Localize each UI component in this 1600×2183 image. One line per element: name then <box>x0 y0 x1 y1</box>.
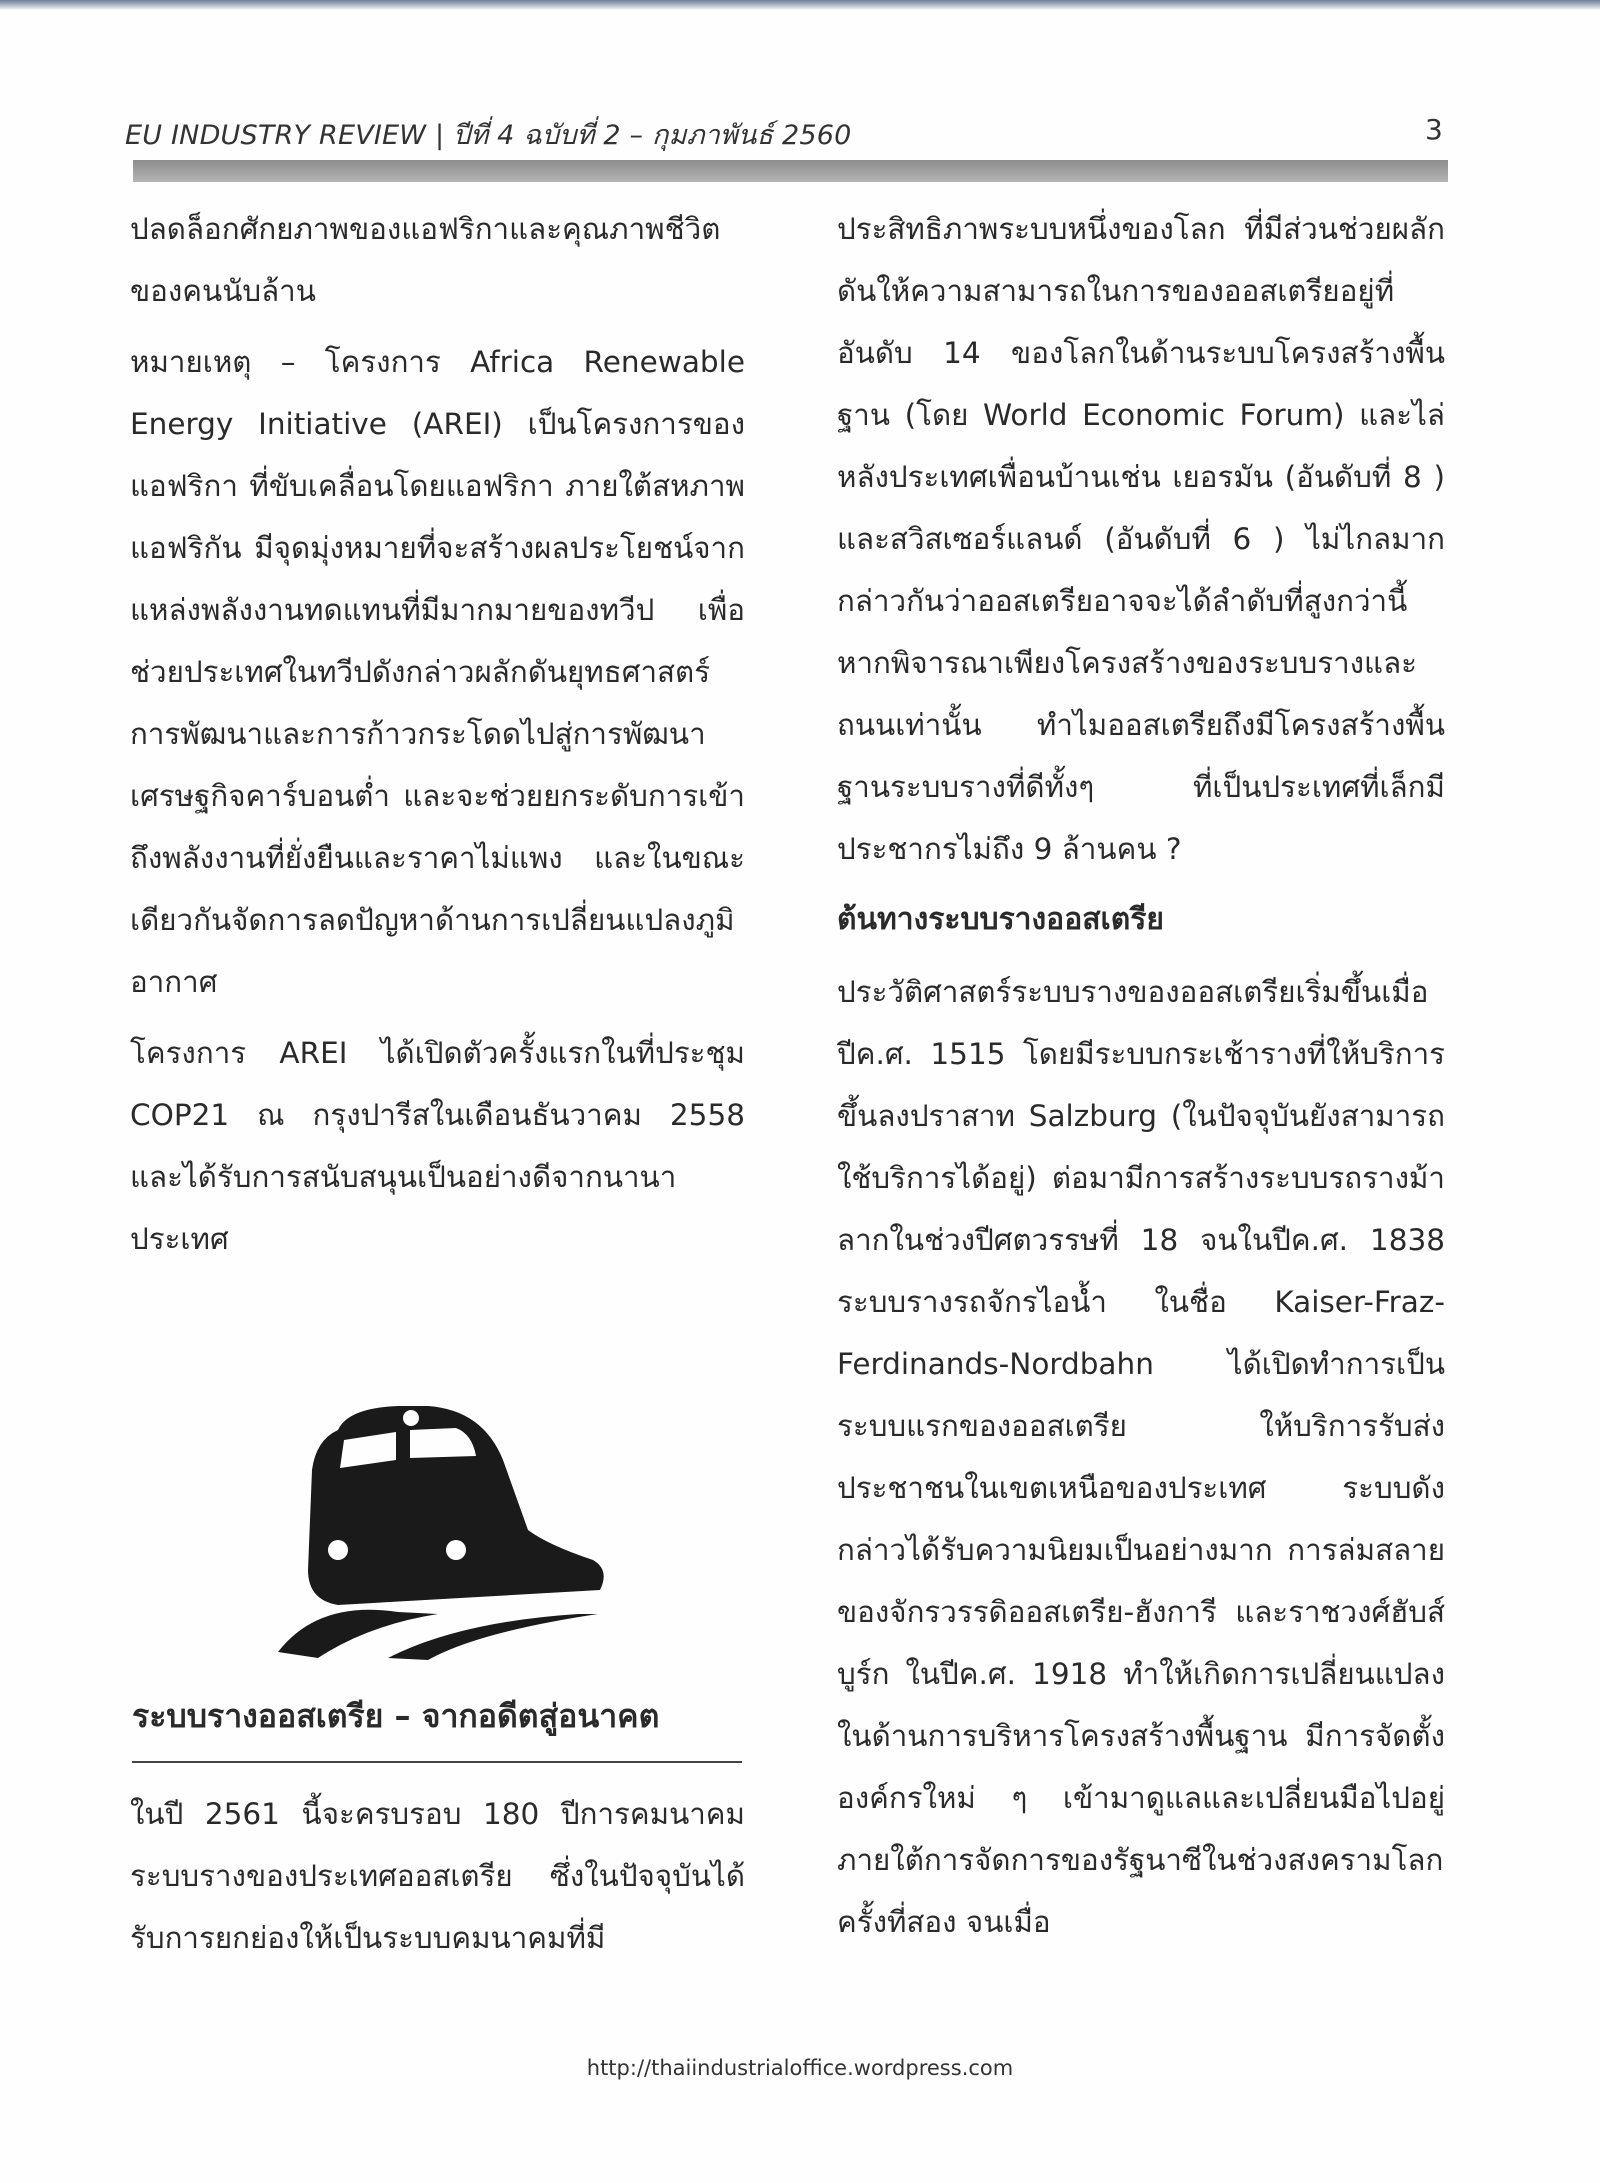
section-title-underline <box>132 1761 742 1763</box>
header-divider-bar <box>133 160 1448 182</box>
train-icon <box>278 1400 628 1660</box>
top-edge-strip <box>0 0 1600 10</box>
left-paragraph-1: ปลดล็อกศักยภาพของแอฟริกาและคุณภาพชีวิตของคนนับล้าน <box>130 212 721 308</box>
right-paragraph-1: ประสิทธิภาพระบบหนึ่งของโลก ที่มีส่วนช่วยผลักดันให้ความสามารถในการของออสเตรียอยู่ที่อันดับ 14 ของโลกในด้านระบบโครงสร้างพื้นฐาน (โดย World Economic Forum) และไล่หลังประเทศเพื่อนบ้านเช่น เยอรมัน (อันดับที่ 8 ) และสวิสเซอร์แลนด์ (อันดับที่ 6 ) ไม่ไกลมาก กล่าวกันว่าออสเตรียอาจจะได้ลำดับที่สูงกว่านี้หากพิจารณาเพียงโครงสร้างของระบบรางและถนนเท่านั้น ทำไมออสเตรียถึงมีโครงสร้างพื้นฐานระบบรางที่ดีทั้งๆ ที่เป็นประเทศที่เล็กมีประชากรไม่ถึง 9 ล้านคน ? <box>837 212 1445 866</box>
left-column-bottom <box>130 1783 745 1969</box>
footer-url: http://thaiindustrialoffice.wordpress.com <box>586 2056 1014 2080</box>
left-paragraph-note: หมายเหตุ – โครงการ Africa Renewable Energy Initiative (AREI) เป็นโครงการของแอฟริกา ที่ขับเคลื่อนโดยแอฟริกา ภายใต้สหภาพแอฟริกัน มีจุดมุ่งหมายที่จะสร้างผลประโยชน์จากแหล่งพลังงานทดแทนที่มีมากมายของทวีป เพื่อช่วยประเทศในทวีปดังกล่าวผลักดันยุทธศาสตร์การพัฒนาและการก้าวกระโดดไปสู่การพัฒนาเศรษฐกิจคาร์บอนต่ำ และจะช่วยยกระดับการเข้าถึงพลังงานที่ยั่งยืนและราคาไม่แพง และในขณะเดียวกันจัดการลดปัญหาด้านการเปลี่ยนแปลงภูมิอากาศ <box>130 345 745 999</box>
running-header: EU INDUSTRY REVIEW | ปีที่ 4 ฉบับที่ 2 – กุมภาพันธ์ 2560 <box>125 120 852 151</box>
left-paragraph-austria-intro: ในปี 2561 นี้จะครบรอบ 180 ปีการคมนาคมระบบรางของประเทศออสเตรีย ซึ่งในปัจจุบันได้รับการยกย่องให้เป็นระบบคมนาคมที่มี <box>130 1797 745 1955</box>
page-number: 3 <box>1425 113 1443 146</box>
subheading-rail-origin: ต้นทางระบบรางออสเตรีย <box>837 902 1164 937</box>
section-title-austria-rail: ระบบรางออสเตรีย – จากอดีตสู่อนาคต <box>132 1697 660 1735</box>
left-column <box>130 198 745 1279</box>
right-column <box>837 198 1445 1962</box>
left-paragraph-arei: โครงการ AREI ได้เปิดตัวครั้งแรกในที่ประชุม COP21 ณ กรุงปารีสในเดือนธันวาคม 2558 และได้รับการสนับสนุนเป็นอย่างดีจากนานาประเทศ <box>130 1036 745 1256</box>
right-paragraph-history: ประวัติศาสตร์ระบบรางของออสเตรียเริ่มขึ้นเมื่อปีค.ศ. 1515 โดยมีระบบกระเช้ารางที่ให้บริการขึ้นลงปราสาท Salzburg (ในปัจจุบันยังสามารถใช้บริการได้อยู่) ต่อมามีการสร้างระบบรถรางม้าลากในช่วงปีศตวรรษที่ 18 จนในปีค.ศ. 1838 ระบบรางรถจักรไอน้ำ ในชื่อ Kaiser-Fraz-Ferdinands-Nordbahn ได้เปิดทำการเป็นระบบแรกของออสเตรีย ให้บริการรับส่งประชาชนในเขตเหนือของประเทศ ระบบดังกล่าวได้รับความนิยมเป็นอย่างมาก การล่มสลายของจักรวรรดิออสเตรีย-ฮังการี และราชวงศ์ฮับส์บูร์ก ในปีค.ศ. 1918 ทำให้เกิดการเปลี่ยนแปลงในด้านการบริหารโครงสร้างพื้นฐาน มีการจัดตั้งองค์กรใหม่ ๆ เข้ามาดูแลและเปลี่ยนมือไปอยู่ภายใต้การจัดการของรัฐนาซีในช่วงสงครามโลกครั้งที่สอง จนเมื่อ <box>837 975 1445 1939</box>
